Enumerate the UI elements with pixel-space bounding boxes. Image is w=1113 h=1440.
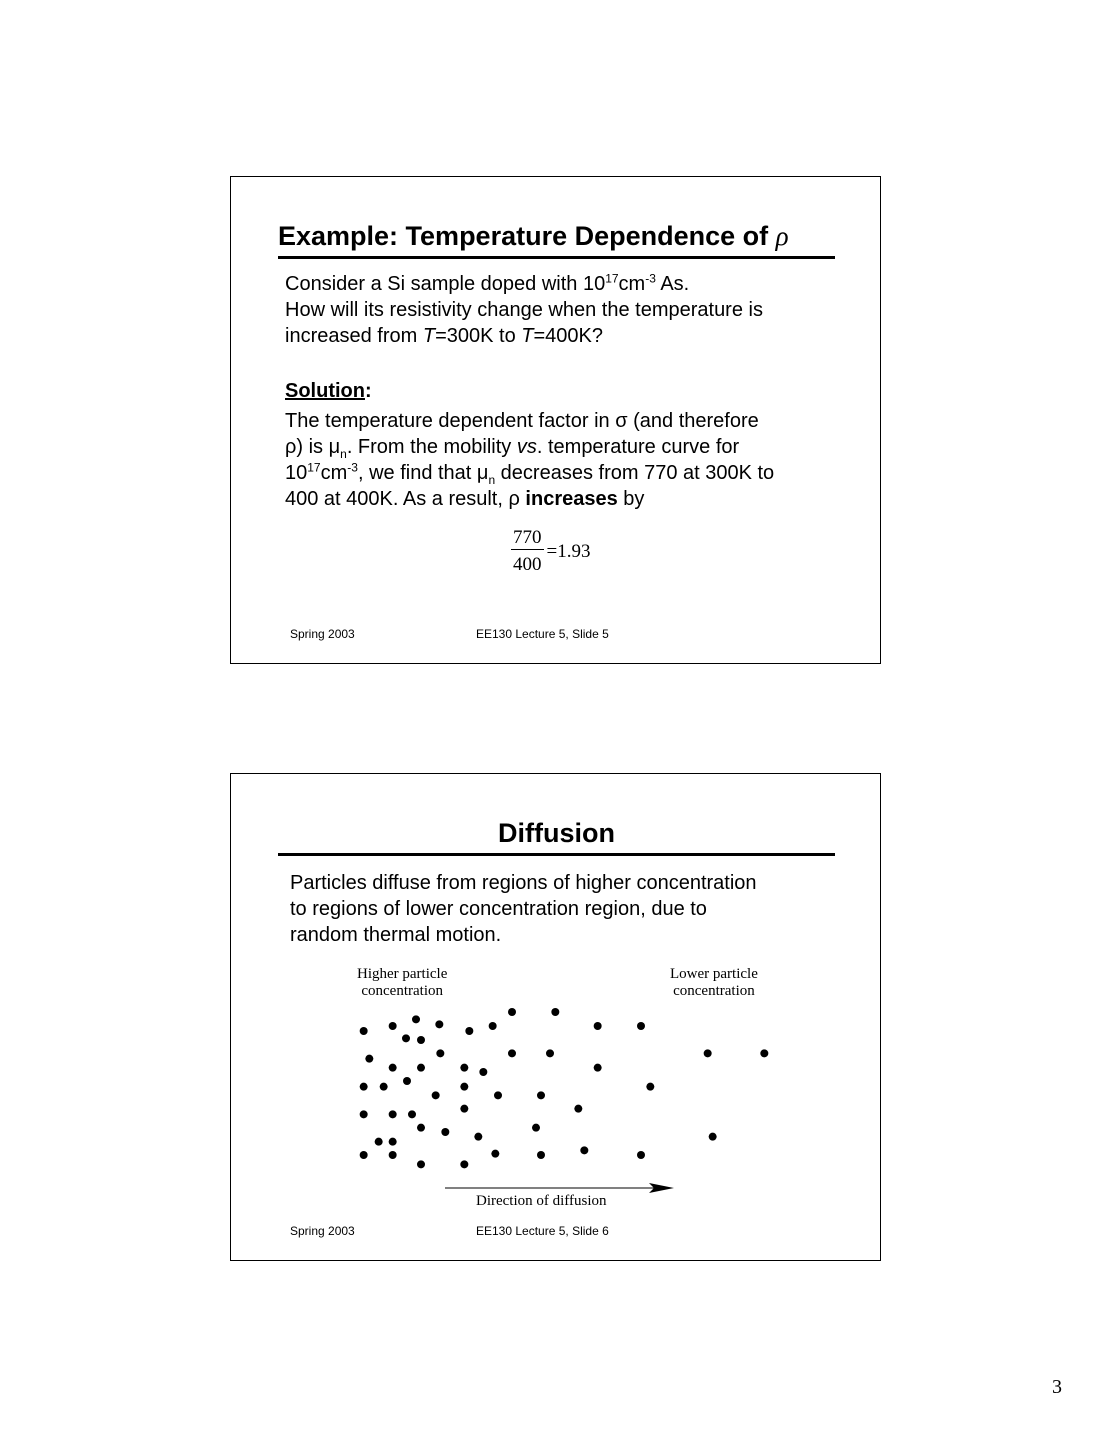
slide-title: Example: Temperature Dependence of ρ [278,221,835,259]
particle-dot [408,1110,416,1118]
particle-dot [360,1110,368,1118]
particle-dot [389,1110,397,1118]
particle-dot [465,1027,473,1035]
footer-slide-id: EE130 Lecture 5, Slide 5 [476,627,609,641]
particle-dot [594,1064,602,1072]
particle-dot [412,1015,420,1023]
particle-dot [646,1083,654,1091]
particle-dot [580,1146,588,1154]
particle-dot [403,1077,411,1085]
particle-diagram [341,961,791,1221]
slide-temperature-dependence [230,176,881,664]
particle-dot [436,1049,444,1057]
particle-dot [491,1150,499,1158]
slide-diffusion [230,773,881,1261]
particle-dot [360,1027,368,1035]
particle-dot [508,1008,516,1016]
footer-date: Spring 2003 [290,1224,355,1238]
particle-dot [537,1091,545,1099]
question-text: Consider a Si sample doped with $10^{17}cm^{-3}$ As. How will its resistivity change when the temperature is increased from T=300K to T=400K? [285,271,763,347]
particle-dot [637,1022,645,1030]
particle-dot [380,1083,388,1091]
particle-dot [360,1083,368,1091]
particle-dot [389,1022,397,1030]
particle-dot [709,1133,717,1141]
page-number: 3 [1052,1376,1062,1398]
particle-dot [389,1138,397,1146]
diffusion-text: Particles diffuse from regions of higher concentration to regions of lower concentration region, due to random thermal motion. [290,872,757,946]
slide-title: Diffusion [278,818,835,856]
footer-slide-id: EE130 Lecture 5, Slide 6 [476,1224,609,1238]
particle-dot [489,1022,497,1030]
particle-dot [460,1064,468,1072]
particle-dot [389,1151,397,1159]
particle-dot [494,1091,502,1099]
solution-heading: Solution: [285,380,372,402]
particle-dot [537,1151,545,1159]
particle-dot [460,1105,468,1113]
particle-dot [594,1022,602,1030]
particle-dot [760,1049,768,1057]
arrow-label: Direction of diffusion [476,1193,607,1209]
particle-dot [460,1083,468,1091]
particle-dot [441,1128,449,1136]
particle-dot [375,1138,383,1146]
particle-dot [474,1133,482,1141]
particle-dot [546,1049,554,1057]
particle-dot [417,1160,425,1168]
footer-date: Spring 2003 [290,627,355,641]
particle-dot [417,1064,425,1072]
particle-dot [435,1020,443,1028]
solution-text: The temperature dependent factor in σ (and therefore ρ) is $\mu_n$. From the mobility vs. temperature curve for $10^{17}cm^{-3}$, we find that $\mu_n$ decreases from 770 at 300K to 400 at 400K. As a result, ρ increases by [285,410,775,510]
particle-dot [574,1105,582,1113]
particle-dot [402,1034,410,1042]
equation: $\frac{770}{400}$ =1.93 [513,527,591,575]
lower-concentration-label: Lower particle concentration [670,966,758,999]
particle-dot [551,1008,559,1016]
particle-dot [417,1036,425,1044]
particle-dot [365,1055,373,1063]
particle-dot [704,1049,712,1057]
particle-dot [432,1091,440,1099]
particle-dot [360,1151,368,1159]
particle-dot [508,1049,516,1057]
particle-dot [532,1124,540,1132]
particle-dot [417,1124,425,1132]
particle-dot [460,1160,468,1168]
particle-dot [637,1151,645,1159]
particle-dot [389,1064,397,1072]
particle-dot [479,1068,487,1076]
higher-concentration-label: Higher particle concentration [357,966,448,999]
